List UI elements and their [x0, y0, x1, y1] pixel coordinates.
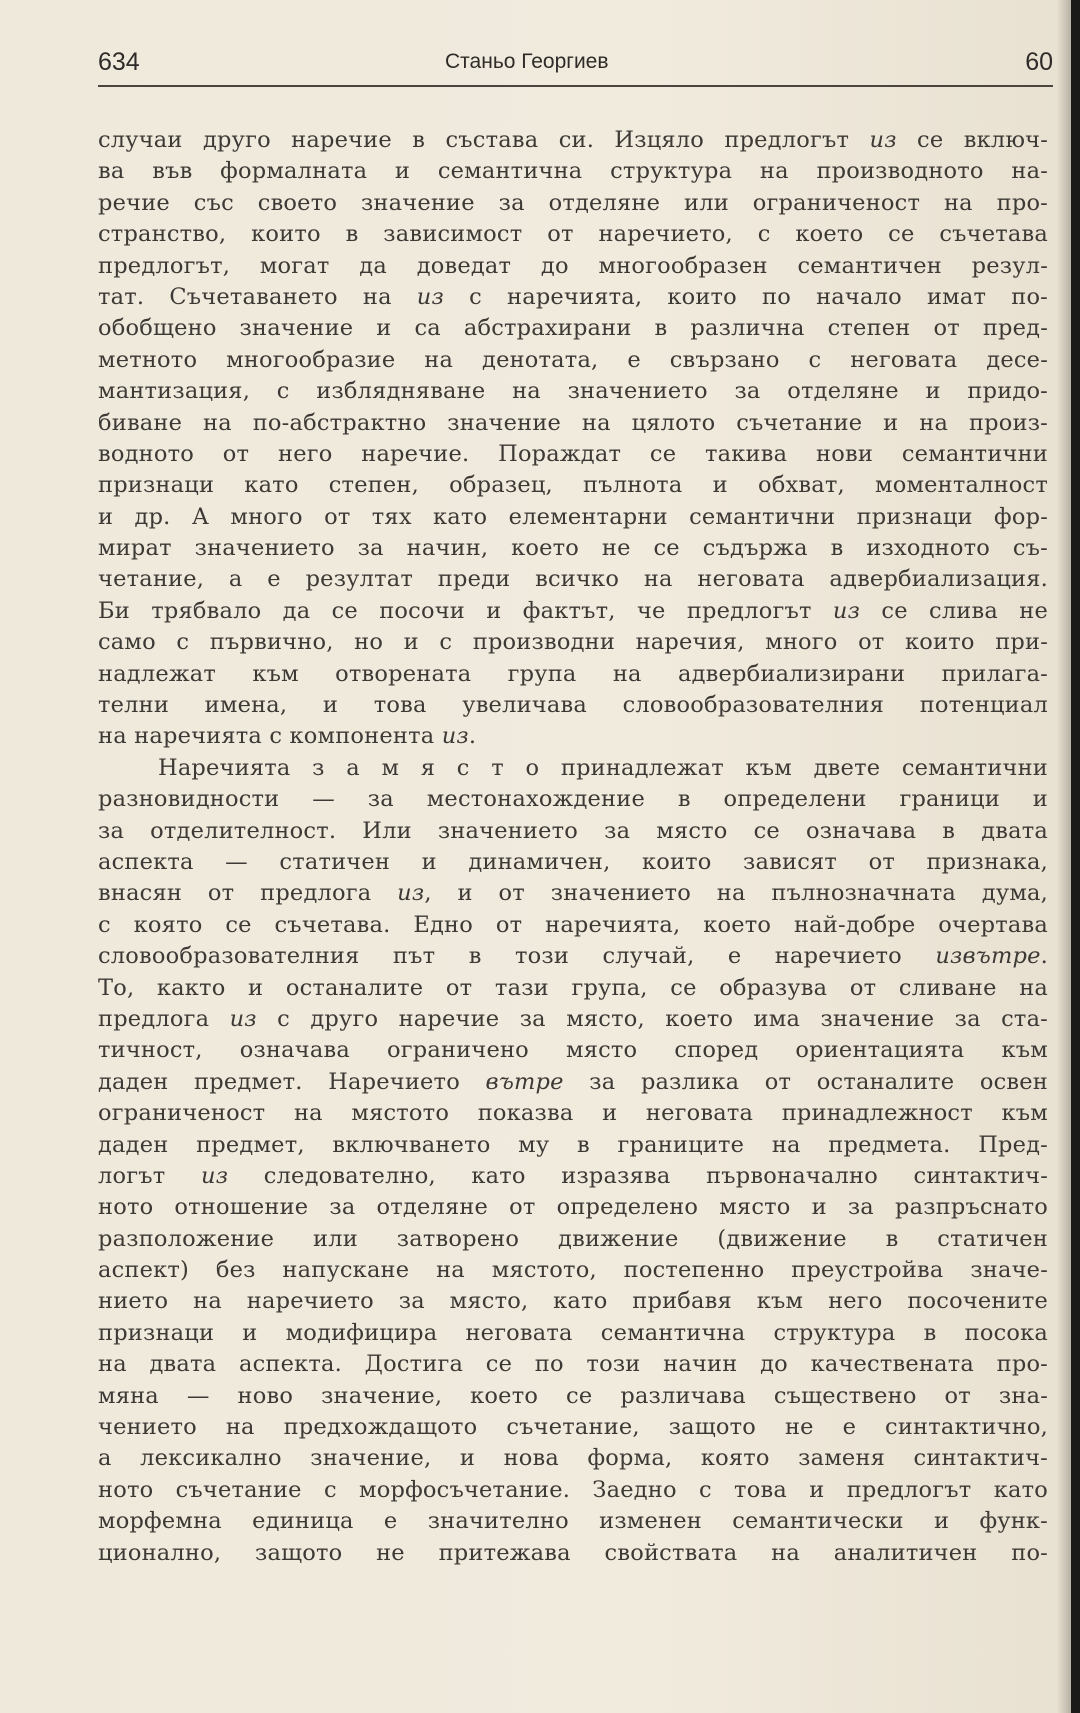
text-line: само с първично, но и с производни наречия, много от които при- — [98, 629, 1048, 656]
cited-term: извътре — [935, 943, 1041, 970]
text-line: за отделителност. Или значението за място се означава в двата — [98, 817, 1048, 844]
cited-term: из — [416, 283, 444, 310]
text-line: мират значението за начин, което не се съдържа в изходното съ- — [98, 535, 1048, 562]
text-line: Наречията з а м я с т о принадлежат към двете семантични — [158, 754, 1048, 781]
running-header — [98, 48, 1053, 88]
text-line: надлежат към отворената група на адвербиализирани прилага- — [98, 660, 1048, 687]
text-line: внасян от предлога из, и от значението на пълнозначната дума, — [98, 880, 1048, 907]
text-line: предлога из с друго наречие за място, което има значение за ста- — [98, 1005, 1048, 1032]
cited-term: из — [869, 127, 897, 153]
text-line: даден предмет, включването му в границите на предмета. Пред- — [98, 1131, 1048, 1158]
text-line: на наречията с компонента из. — [98, 723, 477, 750]
text-line: речие със своето значение за отделяне или ограниченост на про- — [98, 189, 1048, 216]
page-number: 634 — [98, 48, 140, 76]
page-edge — [1071, 0, 1080, 1713]
text-line: биване на по-абстрактно значение на цялото съчетание и на произ- — [98, 409, 1048, 436]
cited-term: из — [201, 1162, 229, 1189]
text-line: морфемна единица е значително изменен семантически и функ- — [98, 1508, 1048, 1535]
text-line: разположение или затворено движение (движение в статичен — [98, 1225, 1048, 1252]
text-line: То, както и останалите от тази група, се образува от сливане на — [98, 974, 1048, 1001]
text-line: обобщено значение и са абстрахирани в различна степен от пред- — [98, 315, 1048, 342]
text-line: нието на наречието за място, като прибавя към него посочените — [98, 1288, 1048, 1315]
next-page-number: 60 — [1025, 48, 1053, 76]
cited-term: из — [832, 597, 861, 624]
text-line: словообразователния път в този случай, е наречието извътре. — [98, 943, 1048, 970]
cited-term: из — [397, 880, 425, 907]
text-line: аспект) без напускане на мястото, постепенно преустройва значе- — [98, 1257, 1048, 1284]
text-line: тичност, означава ограничено място според ориентацията към — [98, 1037, 1048, 1064]
cited-term: из — [229, 1005, 257, 1032]
header-rule — [98, 85, 1053, 87]
text-line: ограниченост на мястото показва и неговата принадлежност към — [98, 1100, 1048, 1127]
text-line: водното от него наречие. Пораждат се такива нови семантични — [98, 440, 1048, 467]
text-line: тат. Съчетаването на из с наречията, които по начало имат по- — [98, 283, 1048, 310]
text-line: ционално, защото не притежава свойствата на аналитичен по- — [98, 1539, 1048, 1566]
text-line: мантизация, с изблядняване на значението за отделяне и придо- — [98, 378, 1048, 405]
text-line: мяна — ново значение, което се различава съществено от зна- — [98, 1382, 1048, 1409]
text-line: предлогът, могат да доведат до многообразен семантичен резул- — [98, 252, 1048, 279]
text-line: странство, които в зависимост от наречието, с което се съчетава — [98, 221, 1048, 248]
text-line: разновидности — за местонахождение в определени граници и — [98, 786, 1048, 813]
body-text — [98, 125, 1048, 1569]
text-line: ва във формалната и семантична структура на производното на- — [98, 158, 1048, 185]
text-line: ното отношение за отделяне от определено място и за разпръснато — [98, 1194, 1048, 1221]
text-line: на двата аспекта. Достига се по този начин до качествената про- — [98, 1351, 1048, 1378]
text-line: четание, а е резултат преди всичко на неговата адвербиализация. — [98, 566, 1048, 593]
text-line: чението на предхождащото съчетание, защото не е синтактично, — [98, 1414, 1048, 1441]
text-line: ното съчетание с морфосъчетание. Заедно с това и предлогът като — [98, 1476, 1048, 1503]
text-line: логът из следователно, като изразява първоначално синтактич- — [98, 1162, 1048, 1189]
cited-term: вътре — [485, 1068, 564, 1095]
text-line: аспекта — статичен и динамичен, които зависят от признака, — [98, 848, 1048, 875]
text-line: и др. А много от тях като елементарни семантични признаци фор- — [98, 503, 1048, 530]
page-binding-shadow — [1057, 0, 1071, 1713]
text-line: Би трябвало да се посочи и фактът, че предлогът из се слива не — [98, 597, 1049, 624]
text-line: а лексикално значение, и нова форма, която заменя синтактич- — [98, 1445, 1048, 1472]
text-line: даден предмет. Наречието вътре за разлика от останалите освен — [98, 1068, 1048, 1095]
text-line: случаи друго наречие в състава си. Изцяло предлогът из се включ- — [98, 127, 1049, 153]
running-title: Станьо Георгиев — [445, 50, 609, 73]
text-line: телни имена, и това увеличава словообразователния потенциал — [98, 692, 1048, 719]
text-line: признаци и модифицира неговата семантична структура в посока — [98, 1319, 1048, 1346]
text-line: с която се съчетава. Едно от наречията, което най-добре очертава — [98, 911, 1048, 938]
text-line: признаци като степен, образец, пълнота и обхват, моменталност — [98, 472, 1048, 499]
cited-term: из — [441, 723, 469, 750]
text-line: метното многообразие на денотата, е свързано с неговата десе- — [98, 346, 1048, 373]
